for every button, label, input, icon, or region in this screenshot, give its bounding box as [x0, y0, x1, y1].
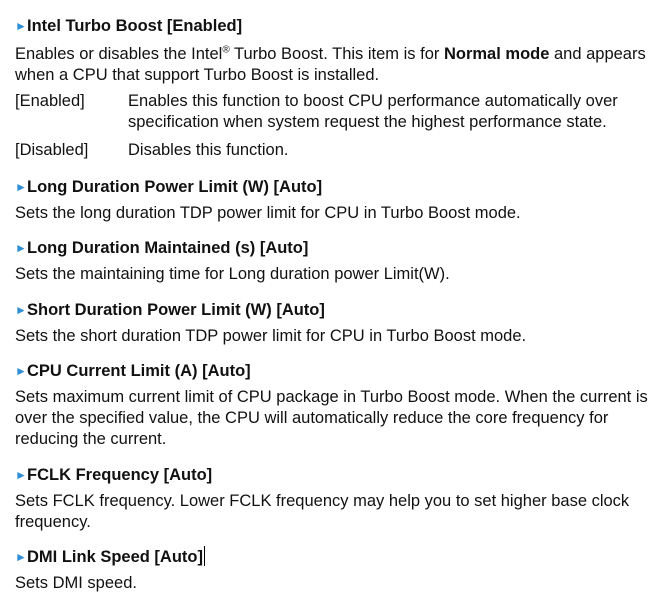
text-cursor: [204, 546, 205, 566]
option-row: [15, 140, 660, 161]
section-fclk-frequency: [15, 465, 660, 533]
section-heading: [15, 300, 660, 320]
section-dmi-link-speed: [15, 546, 660, 594]
heading-text: FCLK Frequency [Auto]: [27, 466, 213, 484]
option-row: [15, 91, 660, 133]
section-heading: [15, 177, 660, 197]
desc-text: Enables or disables the Intel: [15, 45, 223, 63]
triangle-right-icon: ►: [15, 180, 27, 194]
section-description: Sets FCLK frequency. Lower FCLK frequency may help you to set higher base clock frequency.: [15, 492, 630, 531]
section-intel-turbo-boost: [15, 16, 660, 161]
triangle-right-icon: ►: [15, 19, 27, 33]
heading-text: Intel Turbo Boost [Enabled]: [27, 17, 243, 35]
section-heading: [15, 361, 660, 381]
triangle-right-icon: ►: [15, 241, 27, 255]
section-heading: [15, 238, 660, 258]
heading-text: Short Duration Power Limit (W) [Auto]: [27, 301, 325, 319]
section-heading: [15, 16, 660, 36]
section-description: Sets the short duration TDP power limit for CPU in Turbo Boost mode.: [15, 327, 527, 345]
registered-mark: ®: [222, 44, 230, 56]
section-description: Sets the long duration TDP power limit for CPU in Turbo Boost mode.: [15, 204, 521, 222]
section-description: Sets DMI speed.: [15, 574, 137, 592]
heading-text: Long Duration Power Limit (W) [Auto]: [27, 178, 323, 196]
section-cpu-current-limit: [15, 361, 660, 450]
section-long-duration-power-limit: [15, 177, 660, 224]
heading-text: CPU Current Limit (A) [Auto]: [27, 362, 251, 380]
option-key: [Disabled]: [15, 141, 89, 159]
option-desc: Disables this function.: [128, 141, 289, 159]
section-long-duration-maintained: [15, 238, 660, 285]
section-description: Sets the maintaining time for Long duration power Limit(W).: [15, 265, 450, 283]
section-description: [15, 44, 660, 86]
desc-text: and appears when a CPU that support Turbo Boost is installed.: [15, 45, 646, 84]
option-key: [Enabled]: [15, 92, 85, 110]
desc-text: Turbo Boost. This item is for: [229, 45, 444, 63]
triangle-right-icon: ►: [15, 468, 27, 482]
heading-text: DMI Link Speed [Auto]: [27, 548, 203, 566]
section-description: Sets maximum current limit of CPU package in Turbo Boost mode. When the current is over the specified value, the CPU will automatically reduce the core frequency for reducing the current.: [15, 388, 648, 448]
section-heading: [15, 546, 660, 567]
triangle-right-icon: ►: [15, 550, 27, 564]
section-heading: [15, 465, 660, 485]
triangle-right-icon: ►: [15, 364, 27, 378]
triangle-right-icon: ►: [15, 303, 27, 317]
option-desc: Enables this function to boost CPU performance automatically over specification when system request the highest performance state.: [128, 92, 618, 131]
desc-bold-text: Normal mode: [443, 45, 550, 63]
heading-text: Long Duration Maintained (s) [Auto]: [27, 239, 309, 257]
section-short-duration-power-limit: [15, 300, 660, 347]
